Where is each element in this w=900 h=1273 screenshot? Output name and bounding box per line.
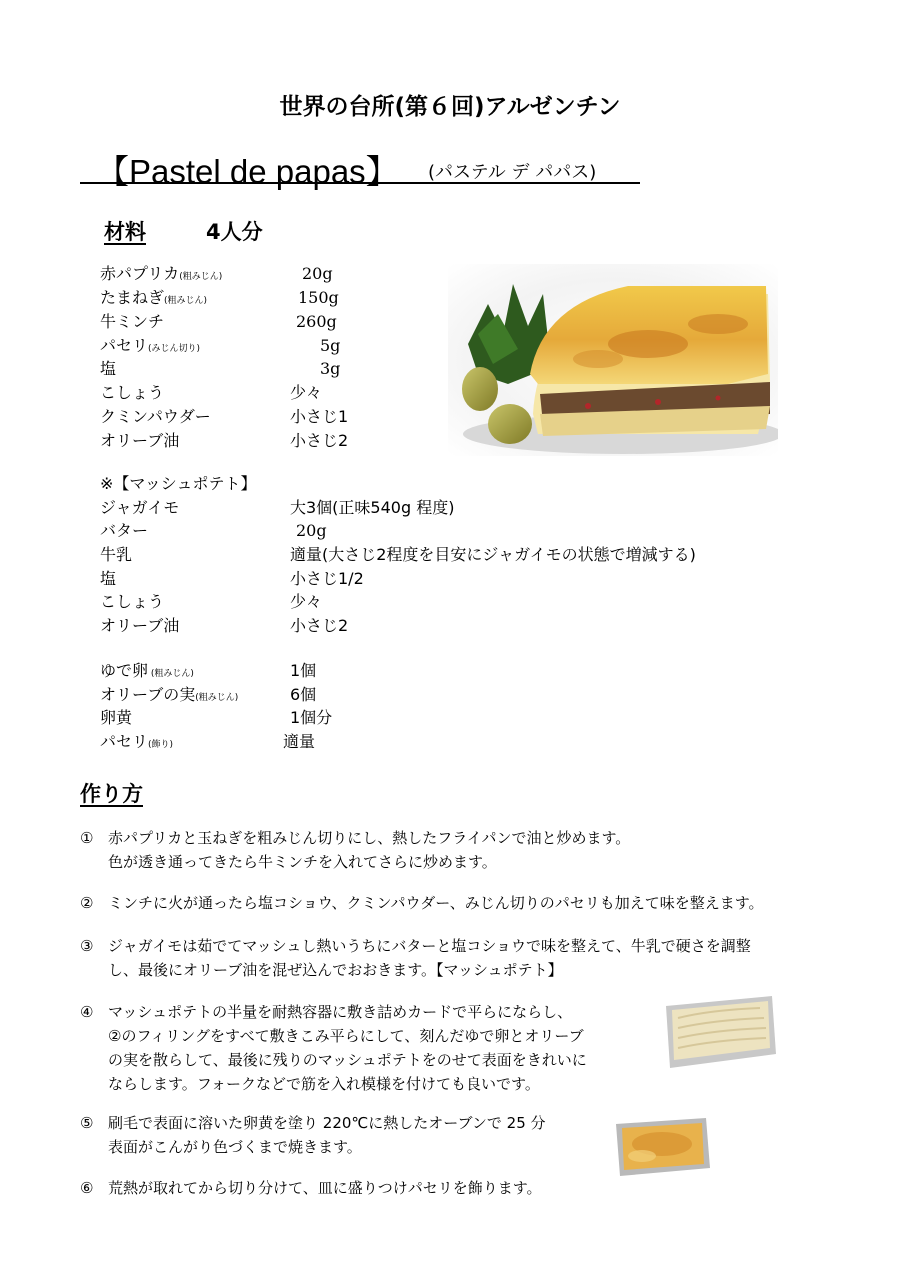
ingredient-qty: 適量	[283, 732, 316, 751]
ingredient-qty: 5g	[320, 336, 341, 355]
ingredient-name: 牛乳	[100, 545, 133, 564]
ingredient-name: オリーブ油	[100, 431, 180, 450]
ingredient-qty: 小さじ1	[290, 407, 349, 426]
ingredient-name: 塩	[100, 569, 117, 588]
ingredient-name: バター	[100, 521, 149, 540]
materials-heading: 材料	[104, 220, 146, 244]
ingredient-qty: 適量(大さじ2程度を目安にジャガイモの状態で増減する)	[290, 545, 696, 564]
ingredient-name: オリーブ油	[100, 616, 180, 635]
ingredient-qty: 1個分	[290, 708, 333, 727]
ingredient-name: 塩	[100, 359, 117, 378]
ingredient-qty: 1個	[290, 661, 317, 680]
mash-pan-photo	[660, 986, 780, 1074]
step-3: ③ ジャガイモは茹でてマッシュし熱いうちにバターと塩コショウで味を整えて、牛乳で硬さを調整 し、最後にオリーブ油を混ぜ込んでおおきます。【マッシュポテト】	[80, 937, 751, 979]
step-5: ⑤ 刷毛で表面に溶いた卵黄を塗り 220℃に熱したオーブンで 25 分 表面がこんがり色づくまで焼きます。	[80, 1114, 546, 1156]
step-6: ⑥ 荒熱が取れてから切り分けて、皿に盛りつけパセリを飾ります。	[80, 1179, 542, 1197]
step-1: ① 赤パプリカと玉ねぎを粗みじん切りにし、熱したフライパンで油と炒めます。 色が透き通ってきたら牛ミンチを入れてさらに炒めます。	[80, 829, 631, 871]
mash-heading: ※【マッシュポテト】	[100, 474, 257, 493]
ingredient-qty: 6個	[290, 685, 317, 704]
ingredient-qty: 150g	[298, 288, 339, 307]
ingredient-name: パセリ(みじん切り)	[100, 336, 201, 355]
ingredient-name: 卵黄	[100, 708, 133, 727]
ingredient-name: 牛ミンチ	[100, 312, 165, 331]
page-title: 世界の台所(第６回)アルゼンチン	[279, 94, 621, 120]
ingredient-qty: 少々	[290, 383, 323, 402]
ingredient-name: オリーブの実(粗みじん)	[100, 685, 239, 704]
step-4: ④ マッシュポテトの半量を耐熱容器に敷き詰めカードで平らにならし、 ②のフィリングをすべて敷きこみ平らにして、刻んだゆで卵とオリーブ の実を散らして、最後に残りのマッシュポテトをのせて表面をきれいに ならします。フォークなどで筋を入れ模様を付けても良いです。	[80, 1003, 587, 1093]
ingredient-name: 赤パプリカ(粗みじん)	[100, 264, 223, 283]
method-heading: 作り方	[80, 782, 143, 806]
ingredient-name: こしょう	[100, 383, 165, 402]
dish-reading: (パステル デ パパス)	[428, 162, 597, 183]
ingredient-qty: 小さじ1/2	[290, 569, 364, 588]
ingredient-name: たまねぎ(粗みじん)	[100, 288, 208, 307]
ingredient-name: パセリ(飾り)	[100, 732, 174, 751]
servings: 4人分	[206, 220, 263, 244]
ingredient-qty: 20g	[302, 264, 333, 283]
ingredient-qty: 少々	[290, 592, 323, 611]
ingredient-qty: 小さじ2	[290, 616, 349, 635]
ingredient-qty: 260g	[296, 312, 337, 331]
baked-dish-photo	[612, 1110, 712, 1182]
ingredient-name: ジャガイモ	[100, 498, 180, 517]
dish-name: 【Pastel de papas】	[96, 153, 399, 190]
ingredient-qty: 大3個(正味540g 程度)	[290, 498, 455, 517]
ingredient-qty: 小さじ2	[290, 431, 349, 450]
step-2: ② ミンチに火が通ったら塩コショウ、クミンパウダー、みじん切りのパセリも加えて味を整えます。	[80, 894, 764, 912]
ingredient-qty: 20g	[296, 521, 327, 540]
ingredient-qty: 3g	[320, 359, 341, 378]
ingredient-name: ゆで卵 (粗みじん)	[100, 661, 194, 680]
dish-photo	[448, 264, 778, 456]
ingredient-name: こしょう	[100, 592, 165, 611]
title-underline	[80, 182, 640, 184]
ingredient-name: クミンパウダー	[100, 407, 211, 426]
